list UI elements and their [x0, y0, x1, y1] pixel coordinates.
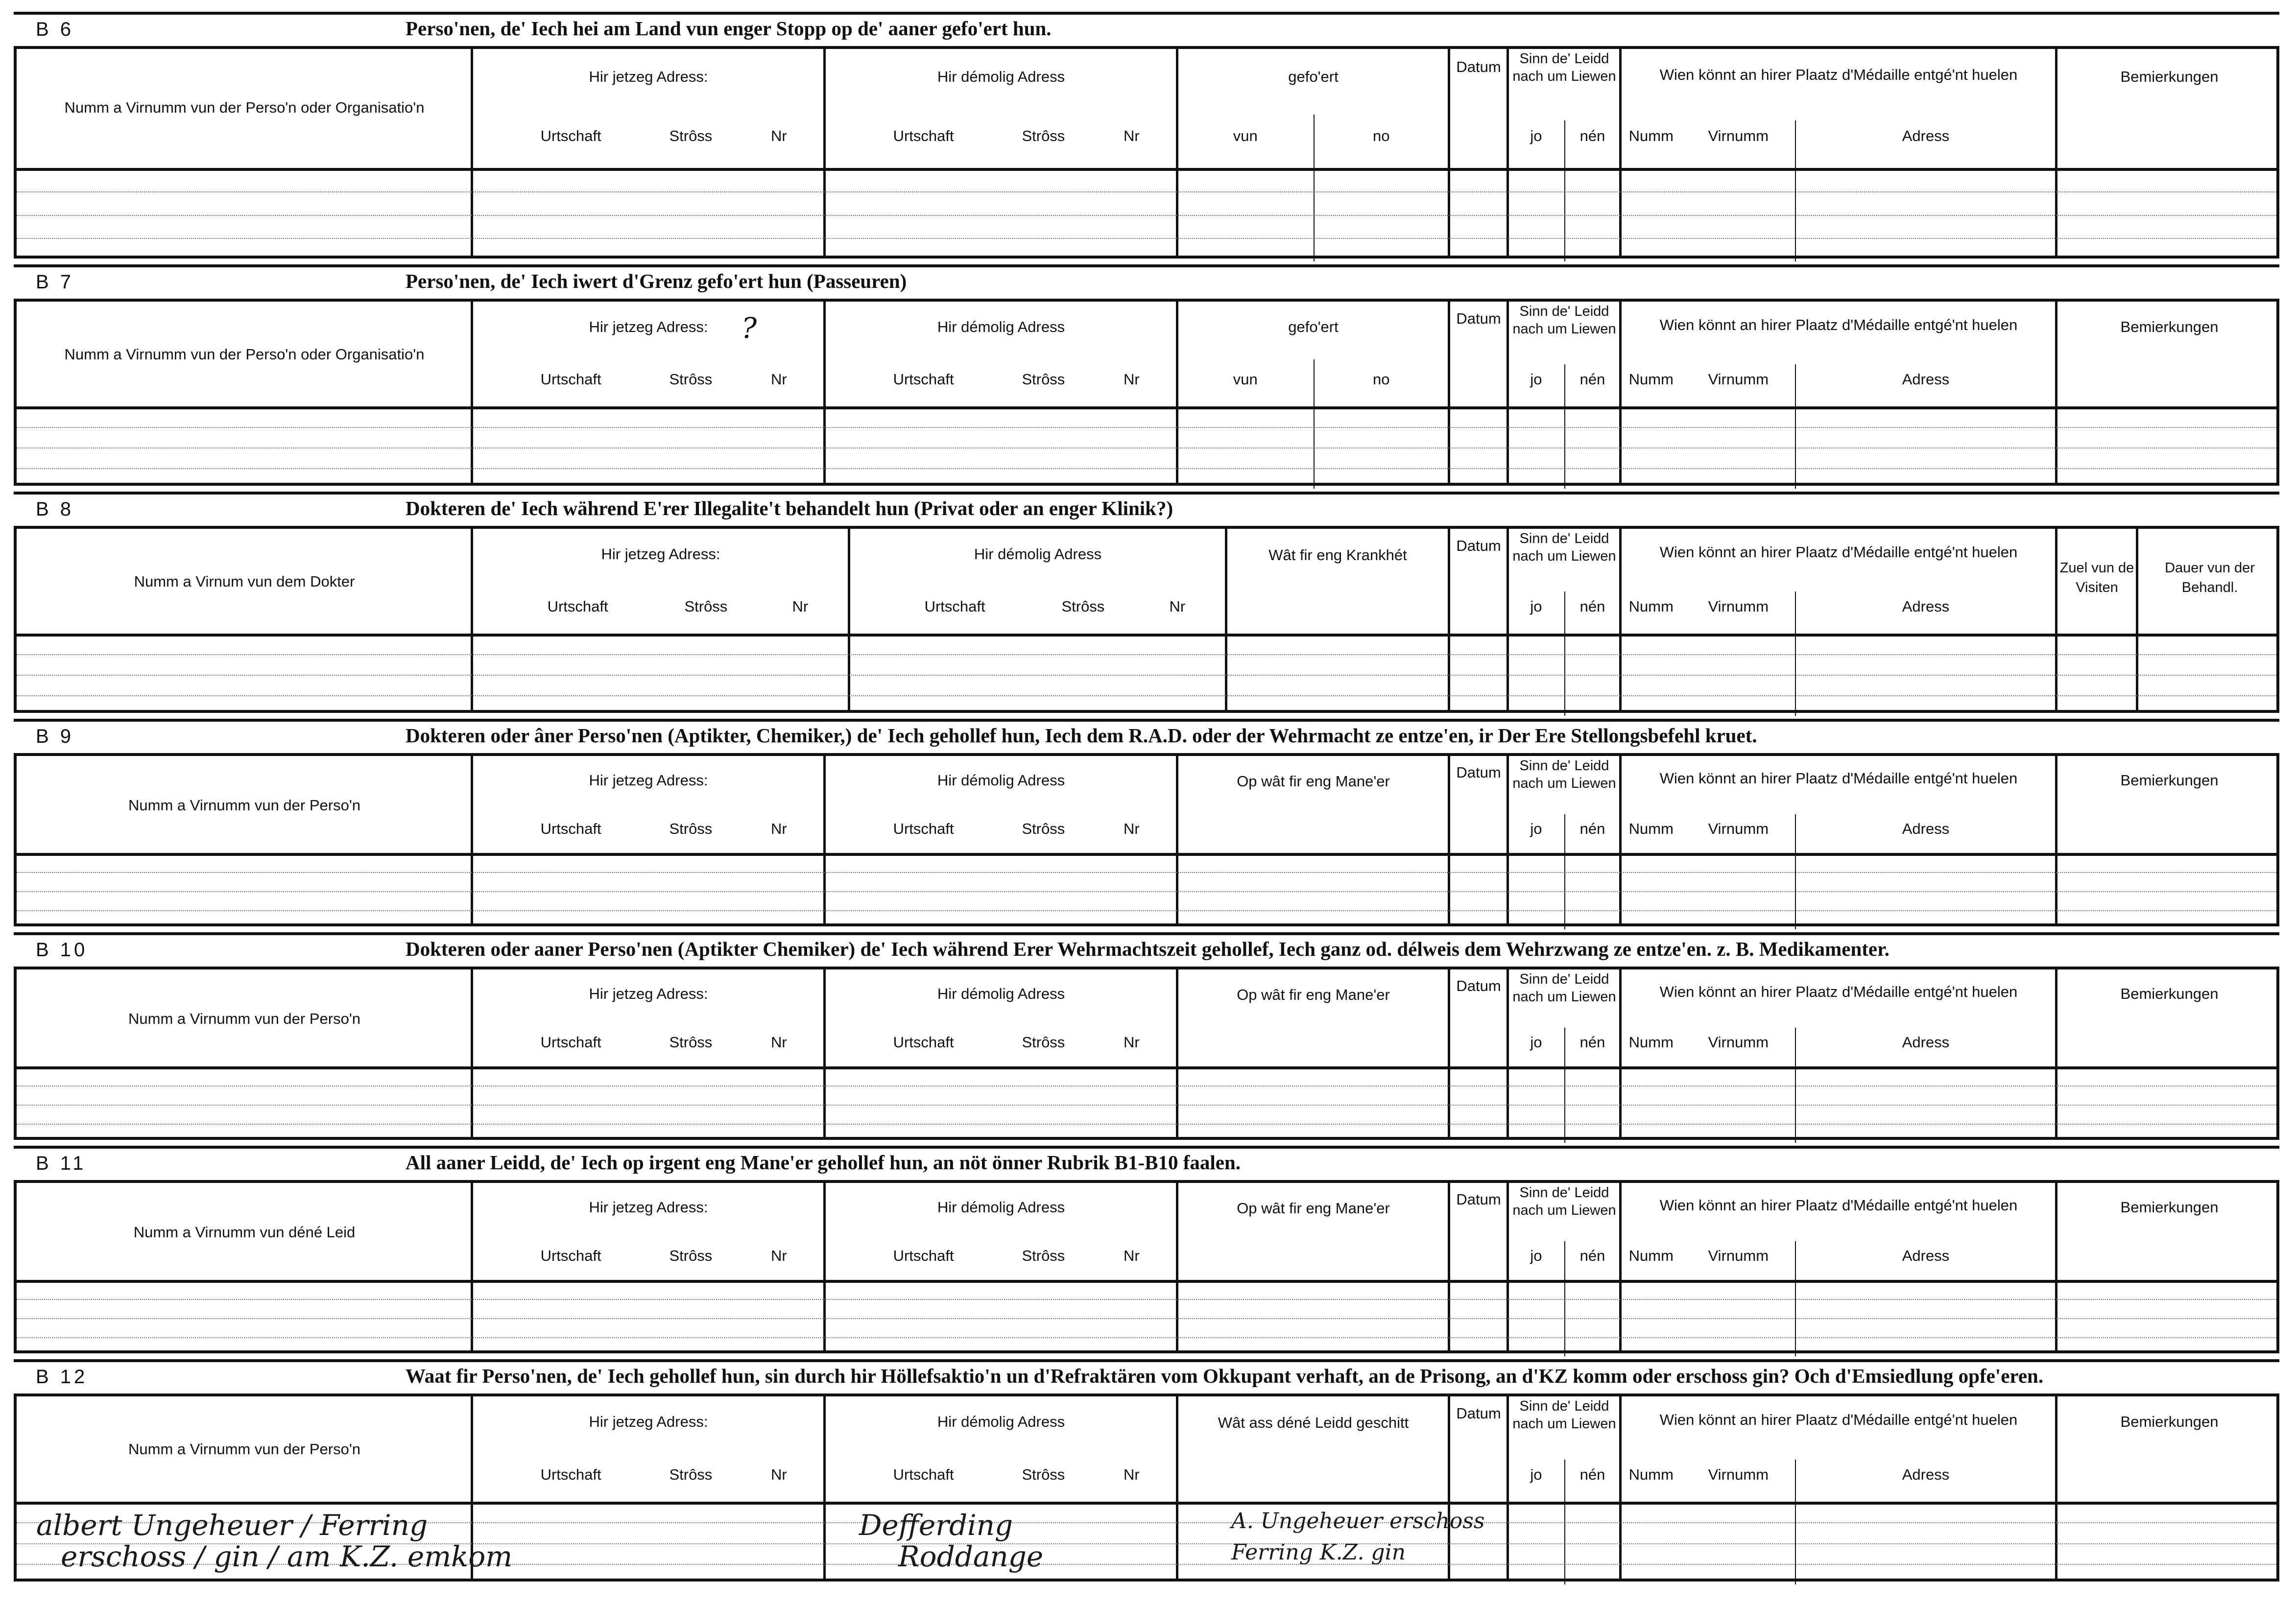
medal-surname-label: Numm — [1628, 1466, 1674, 1483]
entry-cell[interactable] — [472, 408, 825, 487]
form-sheet — [14, 12, 2279, 1593]
medal-recipient-header: Wien könnt an hirer Plaatz d'Médaille entgé'nt huelen — [1659, 1411, 2018, 1428]
section-b12 — [14, 1359, 2279, 1584]
current-street-label: Strôss — [669, 1466, 713, 1483]
entry-cell[interactable] — [17, 1282, 472, 1354]
current-locality-label: Urtschaft — [540, 820, 601, 837]
remarks-header: Bemierkungen — [2120, 1199, 2219, 1216]
section-b10 — [14, 932, 2279, 1143]
current-street-label: Strôss — [669, 820, 713, 837]
medal-recipient-header: Wien könnt an hirer Plaatz d'Médaille entgé'nt huelen — [1659, 66, 2018, 83]
current-address-header: Hir jetzeg Adress: — [589, 772, 708, 789]
section-title: Dokteren oder âner Perso'nen (Aptikter, Chemiker,) de' Iech gehollef hun, Iech dem R.A.D. oder der Wehrmacht ze entze'en, ir Der Ere Stellongsbefehl kruet. — [406, 724, 1757, 747]
name-column-header: Numm a Virnum vun dem Dokter — [134, 573, 355, 590]
former-locality-label: Urtschaft — [893, 371, 954, 388]
handwritten-name-line-1: albert Ungeheuer / Ferring — [36, 1509, 428, 1542]
section-header — [14, 1359, 2279, 1393]
medal-surname-label: Numm — [1628, 598, 1674, 615]
former-address-header: Hir démolig Adress — [937, 985, 1065, 1002]
current-address-header: Hir jetzeg Adress: — [589, 318, 708, 335]
alive-yes-label: jo — [1530, 1466, 1542, 1483]
former-number-label: Nr — [1124, 1466, 1140, 1483]
section-table — [14, 46, 2279, 259]
current-number-label: Nr — [771, 1466, 787, 1483]
current-address-header: Hir jetzeg Adress: — [601, 545, 720, 563]
entry-cell[interactable] — [2057, 1504, 2282, 1582]
transported-header: gefo'ert — [1288, 68, 1339, 85]
entry-cell[interactable] — [17, 170, 472, 260]
section-title: Perso'nen, de' Iech hei am Land vun enger Stopp op de' aaner gefo'ert hun. — [406, 17, 1052, 40]
current-locality-label: Urtschaft — [547, 598, 608, 615]
alive-header: Sinn de' Leidd nach um Liewen — [1512, 1398, 1616, 1432]
entry-cell[interactable] — [17, 408, 472, 487]
current-street-label: Strôss — [669, 1034, 713, 1051]
former-street-label: Strôss — [1022, 1466, 1065, 1483]
handwritten-former-locality: Defferding — [859, 1509, 1013, 1542]
current-number-label: Nr — [771, 371, 787, 388]
transported-from-label: vun — [1233, 371, 1258, 388]
medal-firstname-label: Virnumm — [1708, 1034, 1769, 1051]
entry-cell[interactable] — [1508, 1504, 1621, 1582]
alive-header: Sinn de' Leidd nach um Liewen — [1512, 51, 1616, 84]
entry-cell[interactable] — [1177, 1282, 1449, 1354]
current-locality-label: Urtschaft — [540, 1247, 601, 1264]
handwritten-question-mark: ? — [741, 311, 757, 345]
medal-recipient-header: Wien könnt an hirer Plaatz d'Médaille entgé'nt huelen — [1659, 983, 2018, 1000]
current-number-label: Nr — [771, 1247, 787, 1264]
current-locality-label: Urtschaft — [540, 1034, 601, 1051]
former-address-header: Hir démolig Adress — [937, 68, 1065, 85]
current-number-label: Nr — [792, 598, 809, 615]
handwritten-former-locality-2: Roddange — [898, 1540, 1044, 1573]
entry-cell[interactable] — [1508, 636, 1621, 714]
entry-cell[interactable] — [472, 636, 849, 714]
section-b9 — [14, 719, 2279, 929]
third-column-header: Op wât fir eng Mane'er — [1237, 1200, 1390, 1217]
entry-cell[interactable] — [825, 408, 1177, 487]
section-divider — [14, 12, 2279, 15]
medal-surname-label: Numm — [1628, 371, 1674, 388]
date-header: Datum — [1456, 537, 1501, 554]
entry-cell[interactable] — [1508, 408, 1621, 487]
date-header: Datum — [1456, 58, 1501, 75]
alive-yes-label: jo — [1530, 127, 1542, 144]
medal-surname-label: Numm — [1628, 1247, 1674, 1264]
current-address-header: Hir jetzeg Adress: — [589, 1199, 708, 1216]
date-header: Datum — [1456, 977, 1501, 994]
entry-cell[interactable] — [1508, 1282, 1621, 1354]
section-title: Perso'nen, de' Iech iwert d'Grenz gefo'ert hun (Passeuren) — [406, 270, 907, 292]
former-locality-label: Urtschaft — [893, 820, 954, 837]
former-number-label: Nr — [1124, 127, 1140, 144]
former-street-label: Strôss — [1022, 1247, 1065, 1264]
entry-cell[interactable] — [472, 1504, 825, 1582]
alive-no-label: nén — [1579, 598, 1605, 615]
former-street-label: Strôss — [1061, 598, 1105, 615]
medal-recipient-header: Wien könnt an hirer Plaatz d'Médaille entgé'nt huelen — [1659, 770, 2018, 787]
entry-cell[interactable] — [825, 1282, 1177, 1354]
current-street-label: Strôss — [684, 598, 728, 615]
former-address-header: Hir démolig Adress — [937, 772, 1065, 789]
current-street-label: Strôss — [669, 127, 713, 144]
section-divider — [14, 932, 2279, 935]
entry-cell[interactable] — [1177, 855, 1449, 927]
handwritten-what-happened-line-2: Ferring K.Z. gin — [1231, 1540, 1406, 1565]
medal-address-label: Adress — [1902, 1247, 1950, 1264]
alive-no-label: nén — [1579, 371, 1605, 388]
entry-cell[interactable] — [2057, 636, 2137, 714]
third-column-header: Wât ass déné Leidd geschitt — [1218, 1414, 1409, 1431]
entry-cell[interactable] — [1449, 636, 1508, 714]
medal-recipient-header: Wien könnt an hirer Plaatz d'Médaille entgé'nt huelen — [1659, 316, 2018, 333]
former-street-label: Strôss — [1022, 820, 1065, 837]
transported-from-label: vun — [1233, 127, 1258, 144]
medal-recipient-header: Wien könnt an hirer Plaatz d'Médaille entgé'nt huelen — [1659, 543, 2018, 561]
entry-cell[interactable] — [1449, 855, 1508, 927]
entry-cell[interactable] — [2057, 855, 2282, 927]
current-number-label: Nr — [771, 820, 787, 837]
date-header: Datum — [1456, 764, 1501, 781]
remarks-header: Bemierkungen — [2120, 772, 2219, 789]
remarks-header: Bemierkungen — [2120, 318, 2219, 335]
current-address-header: Hir jetzeg Adress: — [589, 68, 708, 85]
section-divider — [14, 264, 2279, 267]
section-title: Dokteren de' Iech während E'rer Illegalite't behandelt hun (Privat oder an enger Klinik?) — [406, 497, 1173, 519]
date-header: Datum — [1456, 310, 1501, 327]
section-table — [14, 967, 2279, 1140]
former-locality-label: Urtschaft — [893, 1466, 954, 1483]
current-locality-label: Urtschaft — [540, 1466, 601, 1483]
alive-yes-label: jo — [1530, 598, 1542, 615]
entry-cell[interactable] — [1621, 855, 2057, 927]
entry-cell[interactable] — [825, 1068, 1177, 1141]
entry-cell[interactable] — [1508, 855, 1621, 927]
entry-cell[interactable] — [1621, 1504, 2057, 1582]
section-header — [14, 932, 2279, 966]
section-divider — [14, 719, 2279, 722]
section-table — [14, 526, 2279, 713]
former-number-label: Nr — [1124, 371, 1140, 388]
alive-yes-label: jo — [1530, 371, 1542, 388]
entry-cell[interactable] — [825, 855, 1177, 927]
medal-firstname-label: Virnumm — [1708, 1247, 1769, 1264]
alive-header: Sinn de' Leidd nach um Liewen — [1512, 531, 1616, 564]
former-number-label: Nr — [1124, 1247, 1140, 1264]
date-header: Datum — [1456, 1191, 1501, 1208]
section-title: All aaner Leidd, de' Iech op irgent eng Mane'er gehollef hun, an nöt önner Rubrik B1-B10 faalen. — [406, 1151, 1241, 1174]
medal-firstname-label: Virnumm — [1708, 127, 1769, 144]
entry-cell[interactable] — [2137, 636, 2282, 714]
entry-cell[interactable] — [849, 636, 1226, 714]
section-number: B 7 — [36, 271, 74, 293]
section-divider — [14, 1146, 2279, 1149]
section-header — [14, 1146, 2279, 1179]
current-street-label: Strôss — [669, 1247, 713, 1264]
handwritten-name-line-2: erschoss / gin / am K.Z. emkom — [61, 1540, 513, 1573]
medal-surname-label: Numm — [1628, 1034, 1674, 1051]
handwritten-what-happened-line-1: A. Ungeheuer erschoss — [1231, 1509, 1485, 1534]
former-address-header: Hir démolig Adress — [937, 1413, 1065, 1430]
section-divider — [14, 1359, 2279, 1362]
medal-firstname-label: Virnumm — [1708, 1466, 1769, 1483]
medal-address-label: Adress — [1902, 820, 1950, 837]
former-street-label: Strôss — [1022, 127, 1065, 144]
section-number: B 12 — [36, 1366, 88, 1388]
medal-address-label: Adress — [1902, 371, 1950, 388]
former-number-label: Nr — [1124, 1034, 1140, 1051]
name-column-header: Numm a Virnumm vun der Perso'n — [128, 797, 360, 814]
entry-cell[interactable] — [17, 855, 472, 927]
entry-cell[interactable] — [472, 1068, 825, 1141]
section-table — [14, 299, 2279, 486]
former-address-header: Hir démolig Adress — [974, 545, 1102, 563]
medal-recipient-header: Wien könnt an hirer Plaatz d'Médaille entgé'nt huelen — [1659, 1197, 2018, 1214]
entry-cell[interactable] — [472, 855, 825, 927]
remarks-header: Bemierkungen — [2120, 1413, 2219, 1430]
entry-cell[interactable] — [1508, 1068, 1621, 1141]
former-locality-label: Urtschaft — [893, 1247, 954, 1264]
former-street-label: Strôss — [1022, 371, 1065, 388]
entry-cell[interactable] — [1508, 170, 1621, 260]
former-locality-label: Urtschaft — [893, 127, 954, 144]
former-number-label: Nr — [1124, 820, 1140, 837]
name-column-header: Numm a Virnumm vun der Perso'n — [128, 1010, 360, 1027]
alive-no-label: nén — [1579, 1466, 1605, 1483]
remarks-header: Bemierkungen — [2120, 985, 2219, 1002]
remarks-header: Bemierkungen — [2120, 68, 2219, 85]
third-column-header: Op wât fir eng Mane'er — [1237, 986, 1390, 1003]
transported-to-label: no — [1373, 127, 1390, 144]
alive-yes-label: jo — [1530, 820, 1542, 837]
entry-cell[interactable] — [1621, 1282, 2057, 1354]
current-locality-label: Urtschaft — [540, 371, 601, 388]
section-b8 — [14, 492, 2279, 716]
alive-header: Sinn de' Leidd nach um Liewen — [1512, 1185, 1616, 1218]
third-column-header: Wât fir eng Krankhét — [1268, 546, 1407, 564]
section-table — [14, 753, 2279, 926]
alive-header: Sinn de' Leidd nach um Liewen — [1512, 971, 1616, 1005]
treatment-duration-header: Dauer vun der Behandl. — [2165, 560, 2255, 595]
section-b6 — [14, 12, 2279, 261]
section-number: B 8 — [36, 498, 74, 520]
transported-header: gefo'ert — [1288, 318, 1339, 335]
visits-count-header: Zuel vun de Visiten — [2059, 560, 2134, 595]
medal-firstname-label: Virnumm — [1708, 820, 1769, 837]
alive-header: Sinn de' Leidd nach um Liewen — [1512, 304, 1616, 337]
alive-no-label: nén — [1579, 1247, 1605, 1264]
current-locality-label: Urtschaft — [540, 127, 601, 144]
section-header — [14, 719, 2279, 752]
entry-cell[interactable] — [472, 170, 825, 260]
entry-cell[interactable] — [1621, 1068, 2057, 1141]
section-title: Waat fir Perso'nen, de' Iech gehollef hun, sin durch hir Höllefsaktio'n un d'Refraktären vom Okkupant verhaft, an de Prisong, an d'KZ komm oder erschoss gin? Och d'Emsiedlung opfe'eren. — [406, 1365, 2044, 1387]
medal-firstname-label: Virnumm — [1708, 371, 1769, 388]
section-header — [14, 12, 2279, 45]
current-street-label: Strôss — [669, 371, 713, 388]
former-street-label: Strôss — [1022, 1034, 1065, 1051]
name-column-header: Numm a Virnumm vun déné Leid — [133, 1224, 356, 1241]
current-address-header: Hir jetzeg Adress: — [589, 985, 708, 1002]
former-locality-label: Urtschaft — [893, 1034, 954, 1051]
current-number-label: Nr — [771, 1034, 787, 1051]
alive-yes-label: jo — [1530, 1034, 1542, 1051]
entry-cell[interactable] — [472, 1282, 825, 1354]
transported-to-label: no — [1373, 371, 1390, 388]
alive-no-label: nén — [1579, 820, 1605, 837]
section-b7 — [14, 264, 2279, 489]
entry-cell[interactable] — [1449, 408, 1508, 487]
former-address-header: Hir démolig Adress — [937, 318, 1065, 335]
entry-cell[interactable] — [1621, 636, 2057, 714]
medal-address-label: Adress — [1902, 598, 1950, 615]
name-column-header: Numm a Virnumm vun der Perso'n oder Organisatio'n — [64, 99, 425, 116]
date-header: Datum — [1456, 1405, 1501, 1422]
section-header — [14, 492, 2279, 525]
entry-cell[interactable] — [1449, 1282, 1508, 1354]
alive-header: Sinn de' Leidd nach um Liewen — [1512, 758, 1616, 791]
alive-yes-label: jo — [1530, 1247, 1542, 1264]
medal-address-label: Adress — [1902, 1466, 1950, 1483]
section-number: B 11 — [36, 1153, 87, 1174]
medal-address-label: Adress — [1902, 127, 1950, 144]
section-number: B 9 — [36, 726, 74, 747]
entry-cell[interactable] — [17, 636, 472, 714]
section-title: Dokteren oder aaner Perso'nen (Aptikter Chemiker) de' Iech während Erer Wehrmachtszeit gehollef, Iech ganz od. délweis dem Wehrzwang ze entze'en. z. B. Medikamenter. — [406, 938, 1889, 960]
entry-cell[interactable] — [17, 1068, 472, 1141]
current-address-header: Hir jetzeg Adress: — [589, 1413, 708, 1430]
medal-surname-label: Numm — [1628, 127, 1674, 144]
entry-cell[interactable] — [1449, 170, 1508, 260]
entry-cell[interactable] — [825, 170, 1177, 260]
section-divider — [14, 492, 2279, 495]
name-column-header: Numm a Virnumm vun der Perso'n oder Organisatio'n — [64, 346, 425, 363]
entry-cell[interactable] — [1177, 408, 1449, 487]
entry-cell[interactable] — [1621, 408, 2057, 487]
entry-cell[interactable] — [2057, 408, 2282, 487]
entry-cell[interactable] — [2057, 170, 2282, 260]
third-column-header: Op wât fir eng Mane'er — [1237, 773, 1390, 790]
section-table — [14, 1180, 2279, 1353]
section-b11 — [14, 1146, 2279, 1356]
entry-cell[interactable] — [1226, 636, 1449, 714]
entry-cell[interactable] — [1621, 170, 2057, 260]
entry-cell[interactable] — [2057, 1282, 2282, 1354]
medal-address-label: Adress — [1902, 1034, 1950, 1051]
section-number: B 6 — [36, 19, 74, 40]
medal-firstname-label: Virnumm — [1708, 598, 1769, 615]
entry-cell[interactable] — [1177, 170, 1449, 260]
section-number: B 10 — [36, 939, 88, 961]
alive-no-label: nén — [1579, 127, 1605, 144]
current-number-label: Nr — [771, 127, 787, 144]
former-address-header: Hir démolig Adress — [937, 1199, 1065, 1216]
alive-no-label: nén — [1579, 1034, 1605, 1051]
entry-cell[interactable] — [1449, 1068, 1508, 1141]
entry-cell[interactable] — [1177, 1068, 1449, 1141]
section-table — [14, 1393, 2279, 1581]
entry-cell[interactable] — [2057, 1068, 2282, 1141]
section-header — [14, 264, 2279, 298]
medal-surname-label: Numm — [1628, 820, 1674, 837]
name-column-header: Numm a Virnumm vun der Perso'n — [128, 1440, 360, 1458]
former-number-label: Nr — [1169, 598, 1186, 615]
former-locality-label: Urtschaft — [924, 598, 985, 615]
